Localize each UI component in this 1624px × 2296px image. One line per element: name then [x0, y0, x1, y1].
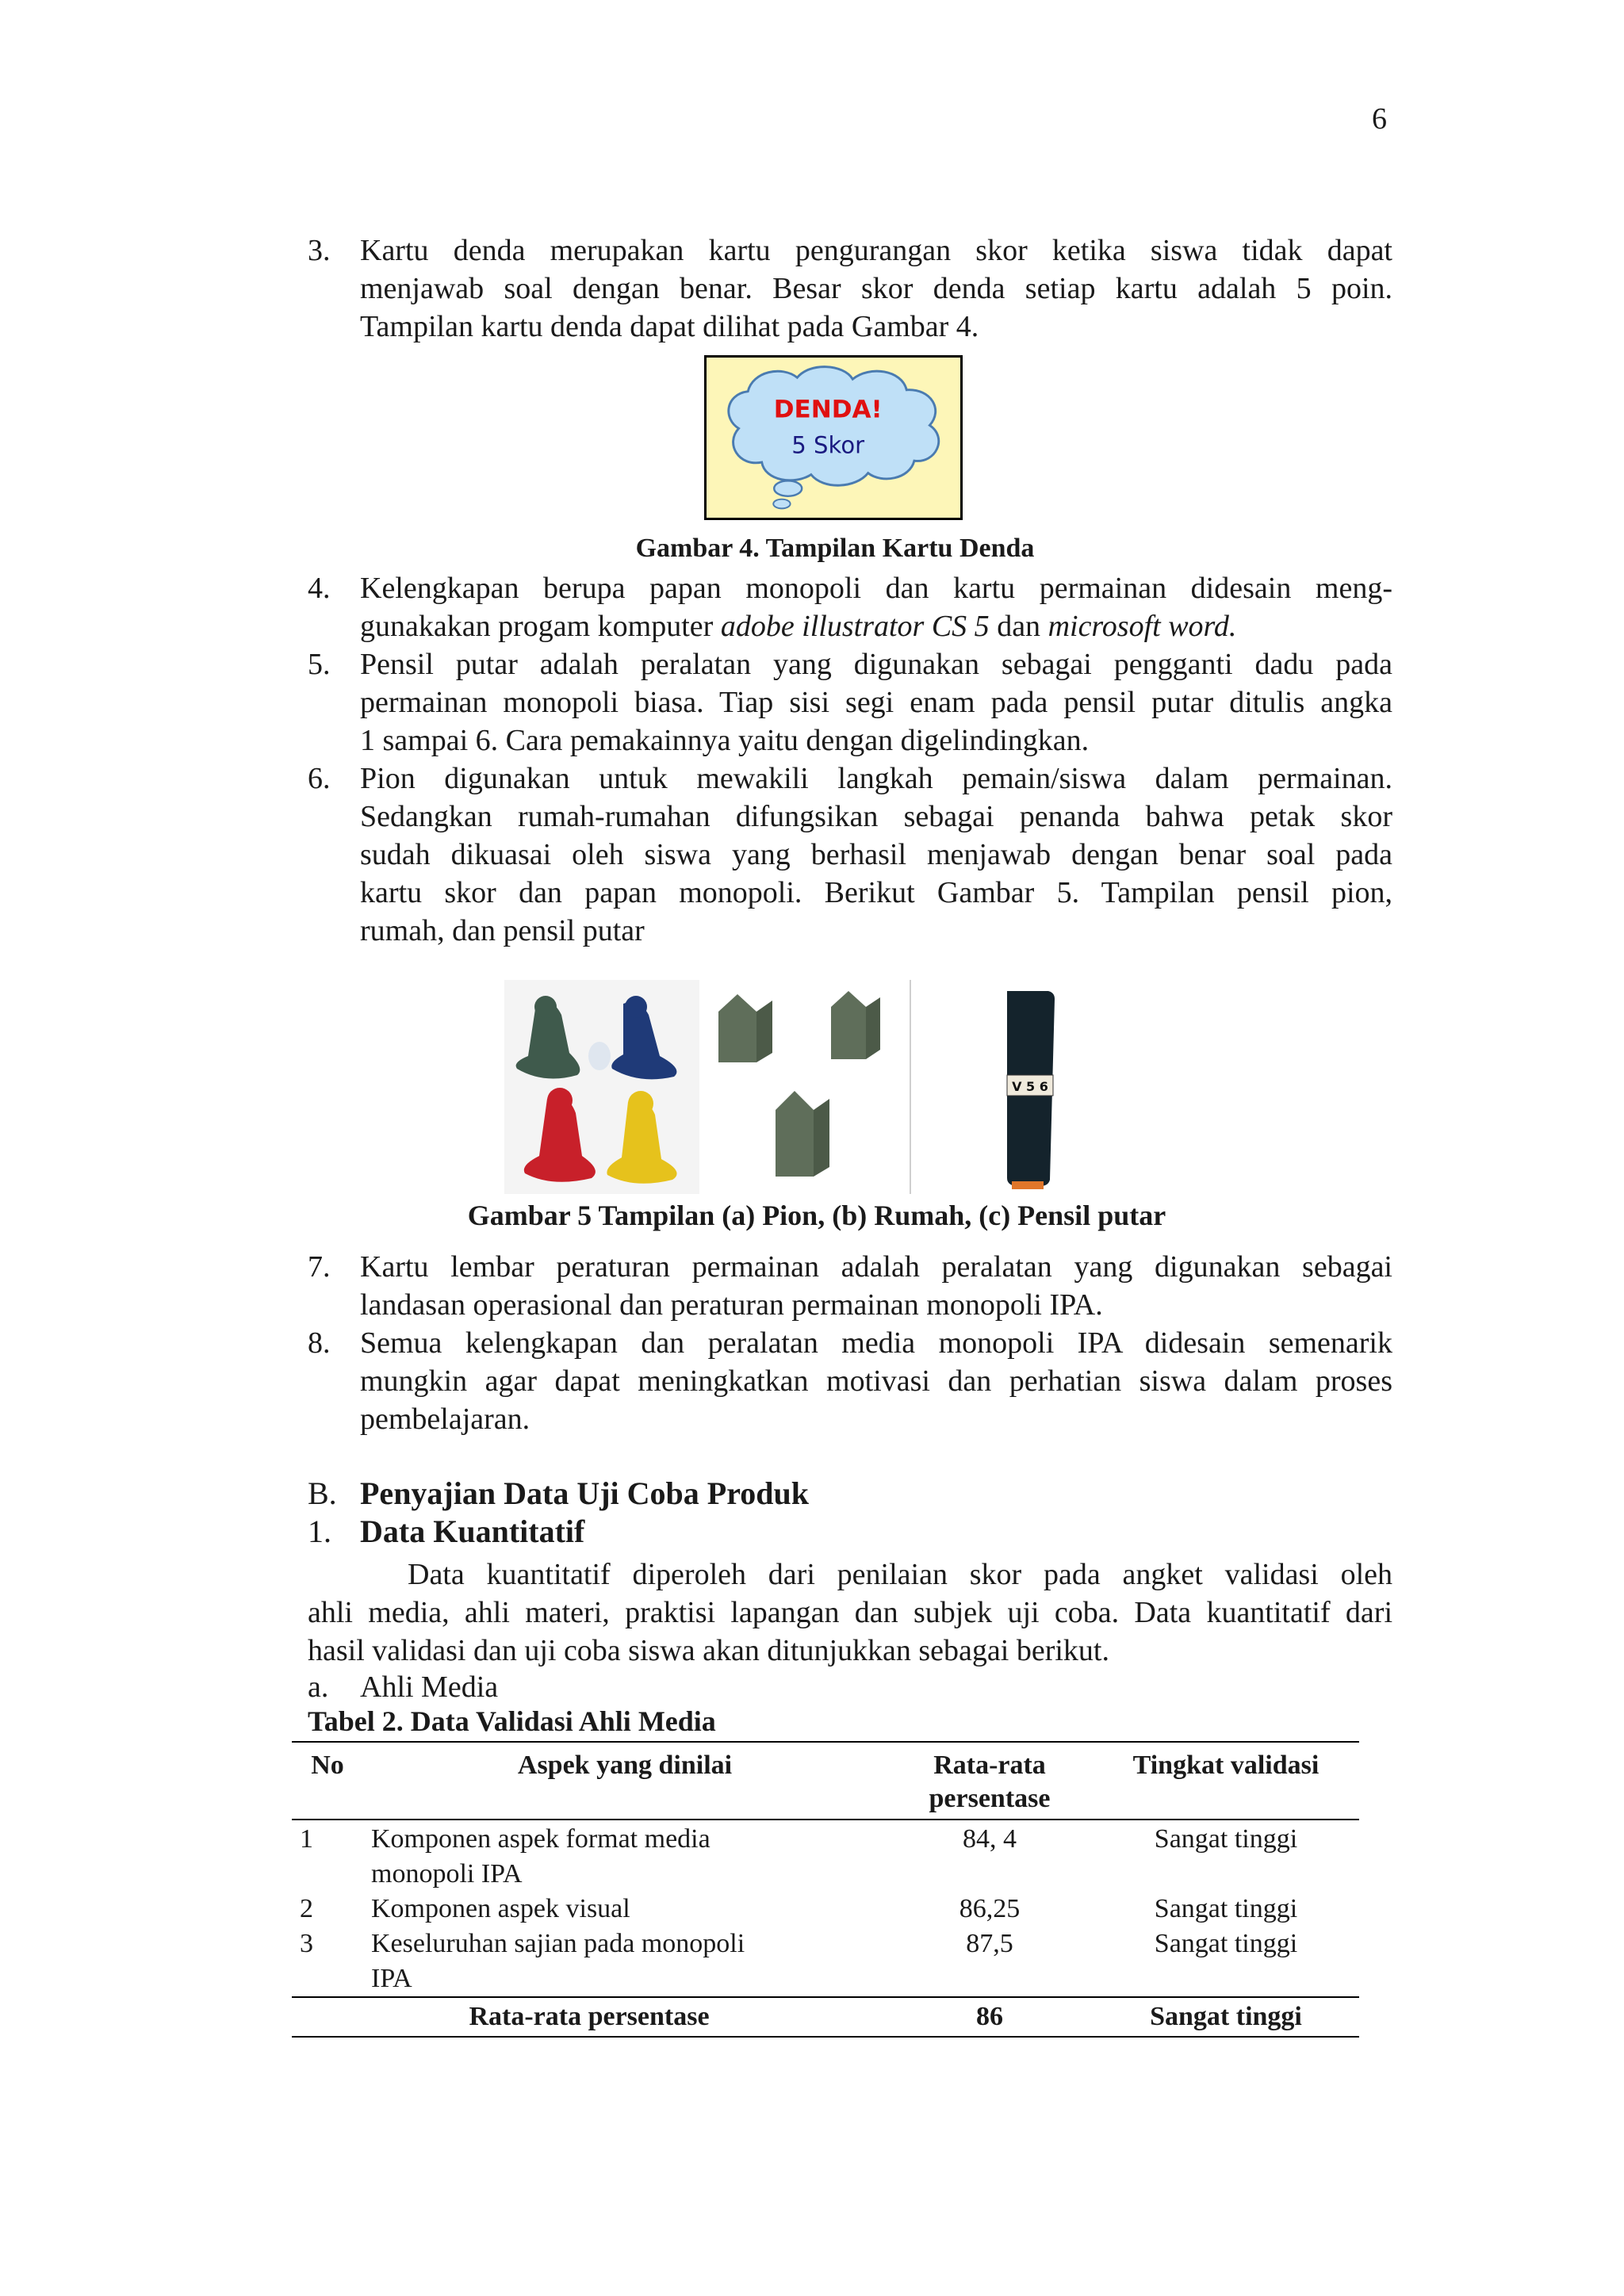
list-number: 8. [308, 1326, 331, 1360]
list-line: Pion digunakan untuk mewakili langkah pemain/siswa dalam permainan. [360, 762, 1392, 795]
validation-table [292, 1741, 1359, 2038]
list-item-3 [308, 232, 1392, 346]
paragraph-line: ahli media, ahli materi, praktisi lapangan dan subjek uji coba. Data kuantitatif dari [308, 1596, 1392, 1629]
header-rata-line: persentase [929, 1784, 1051, 1813]
cloud-shape [729, 367, 939, 486]
table-row [292, 1927, 1359, 1997]
paragraph-line: hasil validasi dan uji coba siswa akan ditunjukkan sebagai berikut. [308, 1634, 1109, 1667]
header-rata-line: Rata-rata [933, 1751, 1046, 1780]
header-rata [887, 1742, 1093, 1820]
list-line: menjawab soal dengan benar. Besar skor denda setiap kartu adalah 5 poin. [360, 272, 1392, 305]
software-name: adobe illustrator CS 5 [720, 610, 990, 643]
subsection-title: Ahli Media [360, 1670, 499, 1704]
section-title: Penyajian Data Uji Coba Produk [360, 1475, 809, 1511]
list-line: Tampilan kartu denda dapat dilihat pada Gambar 4. [360, 310, 979, 343]
list-line: Kartu lembar peraturan permainan adalah peralatan yang digunakan sebagai [360, 1250, 1392, 1284]
cell-tingkat: Sangat tinggi [1154, 1824, 1298, 1854]
list-item-8 [308, 1324, 1392, 1438]
body-paragraph [308, 1556, 1392, 1670]
list-line: kartu skor dan papan monopoli. Berikut Gambar 5. Tampilan pensil pion, [360, 876, 1392, 909]
list-number: 3. [308, 234, 331, 267]
rumah-photo [701, 980, 912, 1194]
cell-rata: 86,25 [959, 1894, 1021, 1923]
card-value: 5 Skor [791, 431, 865, 459]
list-number: 7. [308, 1250, 331, 1284]
cell-tingkat: Sangat tinggi [1154, 1929, 1298, 1958]
cell-aspek [363, 1820, 887, 1892]
figure-5-caption: Gambar 5 Tampilan (a) Pion, (b) Rumah, (c) Pensil putar [467, 1200, 1166, 1231]
cell-rata: 84, 4 [963, 1824, 1017, 1854]
header-tingkat: Tingkat validasi [1132, 1751, 1320, 1780]
pencil-label-text: V 5 6 [1012, 1079, 1048, 1094]
list-number: a. [308, 1670, 329, 1704]
list-line: permainan monopoli biasa. Tiap sisi segi enam pada pensil putar ditulis angka [360, 686, 1392, 719]
list-number: 5. [308, 648, 331, 681]
list-item-4 [308, 569, 1392, 645]
cell-no: 1 [300, 1824, 313, 1854]
header-aspek: Aspek yang dinilai [517, 1751, 733, 1780]
cell-aspek-line: IPA [371, 1964, 412, 1993]
section-number: B. [308, 1475, 337, 1511]
table-row [292, 1820, 1359, 1892]
cell-aspek [363, 1927, 887, 1997]
section-title: Data Kuantitatif [360, 1513, 585, 1549]
list-item-6 [308, 760, 1392, 950]
list-line: pembelajaran. [360, 1402, 530, 1436]
cell-aspek-line: Komponen aspek format media [371, 1824, 710, 1854]
list-line: Pensil putar adalah peralatan yang digunakan sebagai pengganti dadu pada [360, 648, 1392, 681]
table-row [292, 1892, 1359, 1927]
cell-aspek: Komponen aspek visual [371, 1894, 630, 1923]
software-name: microsoft word. [1048, 610, 1237, 643]
cell-rata: 87,5 [966, 1929, 1013, 1958]
text-run: gunakakan progam komputer [360, 610, 721, 643]
footer-tingkat: Sangat tinggi [1150, 2002, 1302, 2031]
footer-label: Rata-rata persentase [469, 2002, 710, 2031]
section-1-heading [308, 1513, 584, 1550]
list-line: rumah, dan pensil putar [360, 914, 645, 947]
cell-no: 2 [300, 1894, 313, 1923]
figure-4-caption: Gambar 4. Tampilan Kartu Denda [635, 534, 1035, 563]
cell-no: 3 [300, 1929, 313, 1958]
paragraph-line: Data kuantitatif diperoleh dari penilaian skor pada angket validasi oleh [408, 1558, 1392, 1591]
list-line: Kelengkapan berupa papan monopoli dan kartu permainan didesain meng- [360, 572, 1392, 605]
list-line [360, 607, 1392, 645]
cell-aspek-line: monopoli IPA [371, 1859, 523, 1888]
list-line: sudah dikuasai oleh siswa yang berhasil menjawab dengan benar soal pada [360, 838, 1392, 871]
header-no: No [311, 1751, 344, 1780]
list-line: mungkin agar dapat meningkatkan motivasi dan perhatian siswa dalam proses [360, 1364, 1392, 1398]
section-b-heading [308, 1475, 809, 1512]
list-line: landasan operasional dan peraturan permainan monopoli IPA. [360, 1288, 1103, 1322]
pensil-putar-photo [914, 980, 1151, 1194]
section-number: 1. [308, 1513, 331, 1549]
list-line: Sedangkan rumah-rumahan difungsikan sebagai penanda bahwa petak skor [360, 800, 1392, 833]
list-number: 4. [308, 572, 331, 605]
table-caption: Tabel 2. Data Validasi Ahli Media [308, 1705, 716, 1737]
pencil-tip [1012, 1181, 1044, 1189]
pion-photo [504, 980, 699, 1194]
footer-rata: 86 [976, 2002, 1003, 2031]
table-footer-row [292, 1997, 1359, 2037]
card-title: DENDA! [773, 395, 883, 424]
cell-aspek-line: Keseluruhan sajian pada monopoli [371, 1929, 745, 1958]
page-number: 6 [1372, 102, 1387, 136]
list-line: 1 sampai 6. Cara pemakainnya yaitu dengan digelindingkan. [360, 724, 1090, 757]
cloud-bubble [773, 499, 790, 509]
list-line: Kartu denda merupakan kartu pengurangan skor ketika siswa tidak dapat [360, 234, 1392, 267]
cloud-bubble [774, 480, 802, 496]
list-item-7 [308, 1248, 1392, 1324]
list-number: 6. [308, 762, 331, 795]
text-run: dan [989, 610, 1048, 643]
cell-tingkat: Sangat tinggi [1154, 1894, 1298, 1923]
list-item-5 [308, 645, 1392, 760]
table-header-row [292, 1742, 1359, 1820]
list-line: Semua kelengkapan dan peralatan media monopoli IPA didesain semenarik [360, 1326, 1392, 1360]
subsection-a [308, 1668, 1392, 1706]
penalty-card-figure [704, 355, 963, 520]
cloud-card-image [707, 358, 960, 518]
